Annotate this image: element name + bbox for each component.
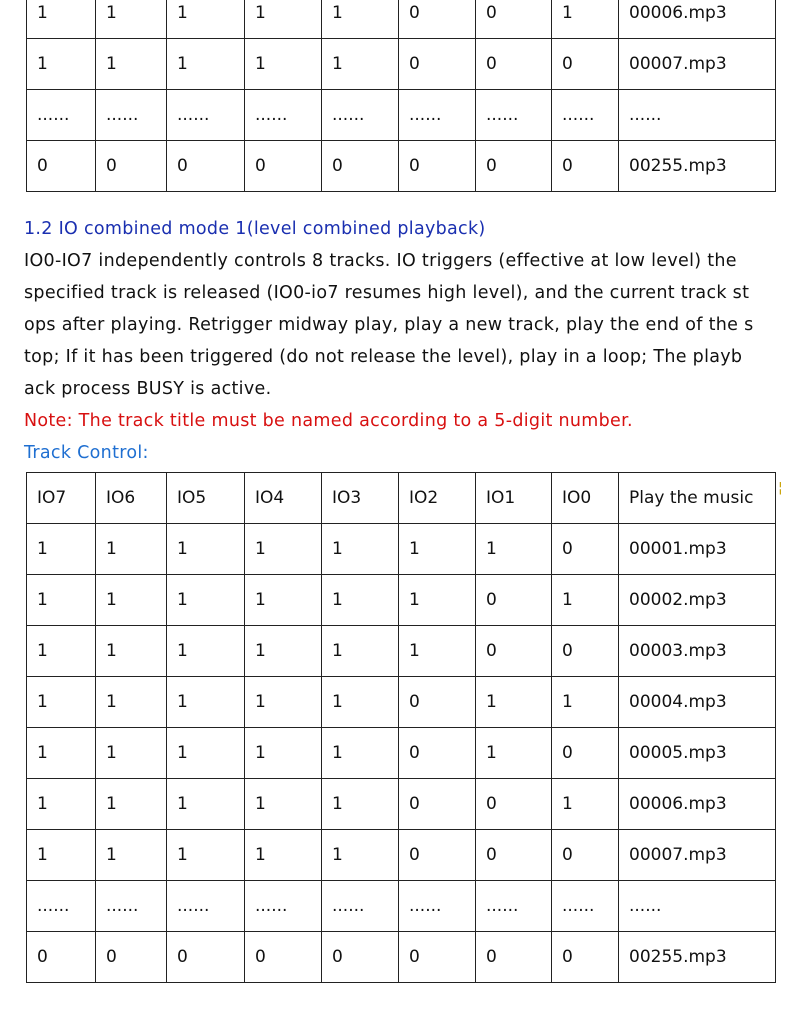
header-row bbox=[27, 473, 776, 524]
io-level-cell: 1 bbox=[552, 677, 619, 728]
section-subtitle: 1.2 IO combined mode 1(level combined playback) bbox=[24, 219, 486, 239]
io-level-cell: 0 bbox=[399, 141, 476, 192]
io-level-cell: ...... bbox=[476, 881, 552, 932]
io-level-cell: 0 bbox=[476, 830, 552, 881]
io-level-cell: ...... bbox=[27, 90, 96, 141]
io-level-cell: 0 bbox=[399, 932, 476, 983]
io-level-cell: ...... bbox=[476, 90, 552, 141]
io-level-cell: 0 bbox=[245, 932, 322, 983]
track-file-cell: ...... bbox=[619, 881, 776, 932]
note-text: Note: The track title must be named according to a 5-digit number. bbox=[24, 411, 633, 431]
io-level-cell: 1 bbox=[322, 524, 399, 575]
io-level-cell: 1 bbox=[552, 575, 619, 626]
io-level-cell: 0 bbox=[476, 626, 552, 677]
track-control-table-body bbox=[27, 524, 776, 983]
io-level-cell: ...... bbox=[399, 881, 476, 932]
table-row bbox=[27, 677, 776, 728]
paragraph-line: IO0-IO7 independently controls 8 tracks. IO triggers (effective at low level) the bbox=[24, 251, 737, 271]
io-level-cell: 0 bbox=[399, 728, 476, 779]
io-level-cell: ...... bbox=[245, 881, 322, 932]
table-row bbox=[27, 39, 776, 90]
io-level-cell: ...... bbox=[245, 90, 322, 141]
io-level-cell: ...... bbox=[167, 881, 245, 932]
io-level-cell: ...... bbox=[322, 881, 399, 932]
io-level-cell: 0 bbox=[552, 39, 619, 90]
io-level-cell: 1 bbox=[27, 524, 96, 575]
io-level-cell: 1 bbox=[27, 39, 96, 90]
io-level-cell: 1 bbox=[245, 39, 322, 90]
io-level-cell: ...... bbox=[399, 90, 476, 141]
io-level-cell: 0 bbox=[399, 0, 476, 39]
io-level-cell: 1 bbox=[96, 0, 167, 39]
io-level-cell: 1 bbox=[96, 779, 167, 830]
io-level-cell: 0 bbox=[399, 779, 476, 830]
io-level-cell: 1 bbox=[476, 728, 552, 779]
header-io-io4: IO4 bbox=[245, 473, 322, 524]
track-file-cell: 00255.mp3 bbox=[619, 932, 776, 983]
io-level-cell: 1 bbox=[322, 728, 399, 779]
track-control-table bbox=[26, 472, 776, 983]
io-level-cell: 1 bbox=[27, 677, 96, 728]
io-level-cell: 1 bbox=[476, 524, 552, 575]
io-level-cell: 1 bbox=[167, 626, 245, 677]
table-row bbox=[27, 90, 776, 141]
io-level-cell: 0 bbox=[552, 932, 619, 983]
paragraph-line: ack process BUSY is active. bbox=[24, 379, 272, 399]
track-file-cell: ...... bbox=[619, 90, 776, 141]
io-level-cell: 1 bbox=[167, 39, 245, 90]
io-level-cell: 1 bbox=[167, 575, 245, 626]
io-level-cell: 1 bbox=[245, 830, 322, 881]
track-control-table-header bbox=[27, 473, 776, 524]
table-row bbox=[27, 141, 776, 192]
io-level-cell: 0 bbox=[552, 728, 619, 779]
io-level-cell: 0 bbox=[399, 830, 476, 881]
table-row bbox=[27, 728, 776, 779]
paragraph-line: top; If it has been triggered (do not release the level), play in a loop; The playb bbox=[24, 347, 743, 367]
io-level-cell: 0 bbox=[322, 141, 399, 192]
io-level-cell: 1 bbox=[552, 779, 619, 830]
io-level-cell: 0 bbox=[96, 932, 167, 983]
track-file-cell: 00001.mp3 bbox=[619, 524, 776, 575]
io-level-cell: 1 bbox=[245, 626, 322, 677]
io-level-cell: 1 bbox=[399, 524, 476, 575]
io-level-cell: 1 bbox=[167, 677, 245, 728]
io-level-cell: 1 bbox=[245, 779, 322, 830]
io-level-cell: 0 bbox=[552, 141, 619, 192]
io-level-cell: 0 bbox=[27, 141, 96, 192]
table-row bbox=[27, 524, 776, 575]
io-level-cell: 1 bbox=[322, 779, 399, 830]
table-row bbox=[27, 830, 776, 881]
io-level-cell: 0 bbox=[476, 575, 552, 626]
table-row bbox=[27, 575, 776, 626]
io-level-cell: 1 bbox=[96, 830, 167, 881]
io-level-cell: 1 bbox=[27, 575, 96, 626]
io-level-cell: 1 bbox=[27, 779, 96, 830]
io-level-cell: 0 bbox=[552, 626, 619, 677]
io-level-cell: 0 bbox=[167, 141, 245, 192]
io-level-cell: 1 bbox=[96, 39, 167, 90]
table-row bbox=[27, 932, 776, 983]
io-level-cell: 1 bbox=[167, 779, 245, 830]
io-level-cell: 1 bbox=[322, 626, 399, 677]
header-io-io2: IO2 bbox=[399, 473, 476, 524]
io-level-cell: 0 bbox=[167, 932, 245, 983]
io-level-cell: ...... bbox=[322, 90, 399, 141]
io-level-cell: 1 bbox=[245, 524, 322, 575]
io-level-cell: 1 bbox=[96, 524, 167, 575]
io-level-cell: ...... bbox=[27, 881, 96, 932]
header-io-io6: IO6 bbox=[96, 473, 167, 524]
header-io-io0: IO0 bbox=[552, 473, 619, 524]
io-level-cell: 1 bbox=[96, 575, 167, 626]
track-control-label: Track Control: bbox=[24, 443, 149, 463]
track-file-cell: 00006.mp3 bbox=[619, 779, 776, 830]
io-level-cell: 1 bbox=[167, 524, 245, 575]
io-level-cell: 1 bbox=[27, 626, 96, 677]
header-io-io5: IO5 bbox=[167, 473, 245, 524]
io-level-cell: 1 bbox=[245, 728, 322, 779]
track-file-cell: 00007.mp3 bbox=[619, 39, 776, 90]
io-level-cell: 1 bbox=[476, 677, 552, 728]
edit-marker-icon: ¦ bbox=[778, 480, 783, 496]
header-io-io3: IO3 bbox=[322, 473, 399, 524]
io-level-cell: 0 bbox=[399, 39, 476, 90]
io-level-cell: 0 bbox=[27, 932, 96, 983]
header-io-io7: IO7 bbox=[27, 473, 96, 524]
io-level-cell: ...... bbox=[167, 90, 245, 141]
io-level-cell: 0 bbox=[476, 39, 552, 90]
io-level-cell: 0 bbox=[476, 932, 552, 983]
table-row bbox=[27, 881, 776, 932]
io-level-cell: ...... bbox=[96, 90, 167, 141]
paragraph-line: specified track is released (IO0-io7 resumes high level), and the current track st bbox=[24, 283, 750, 303]
io-level-cell: 1 bbox=[322, 39, 399, 90]
io-level-cell: ...... bbox=[552, 90, 619, 141]
io-level-cell: 0 bbox=[245, 141, 322, 192]
io-level-cell: 1 bbox=[167, 0, 245, 39]
io-level-cell: 1 bbox=[245, 575, 322, 626]
io-level-cell: 1 bbox=[96, 626, 167, 677]
io-level-cell: ...... bbox=[96, 881, 167, 932]
track-file-cell: 00006.mp3 bbox=[619, 0, 776, 39]
track-file-cell: 00004.mp3 bbox=[619, 677, 776, 728]
table-row bbox=[27, 626, 776, 677]
io-level-cell: 0 bbox=[322, 932, 399, 983]
io-level-cell: 1 bbox=[245, 677, 322, 728]
io-level-cell: 1 bbox=[399, 575, 476, 626]
io-level-cell: 1 bbox=[27, 728, 96, 779]
io-level-cell: 1 bbox=[167, 830, 245, 881]
io-level-cell: 0 bbox=[476, 779, 552, 830]
io-level-cell: 0 bbox=[552, 830, 619, 881]
io-level-cell: ...... bbox=[552, 881, 619, 932]
io-level-cell: 1 bbox=[245, 0, 322, 39]
io-level-cell: 0 bbox=[476, 0, 552, 39]
io-level-cell: 0 bbox=[552, 524, 619, 575]
track-file-cell: 00007.mp3 bbox=[619, 830, 776, 881]
paragraph-line: ops after playing. Retrigger midway play, play a new track, play the end of the s bbox=[24, 315, 754, 335]
io-level-cell: 0 bbox=[96, 141, 167, 192]
track-file-cell: 00005.mp3 bbox=[619, 728, 776, 779]
io-level-cell: 1 bbox=[552, 0, 619, 39]
table-row bbox=[27, 0, 776, 39]
top-io-table-body bbox=[27, 0, 776, 192]
track-file-cell: 00003.mp3 bbox=[619, 626, 776, 677]
track-file-cell: 00002.mp3 bbox=[619, 575, 776, 626]
io-level-cell: 1 bbox=[167, 728, 245, 779]
top-io-table bbox=[26, 0, 776, 192]
io-level-cell: 1 bbox=[27, 830, 96, 881]
header-play-music: Play the music bbox=[619, 473, 776, 524]
io-level-cell: 1 bbox=[322, 575, 399, 626]
io-level-cell: 1 bbox=[322, 677, 399, 728]
io-level-cell: 1 bbox=[322, 0, 399, 39]
table-row bbox=[27, 779, 776, 830]
io-level-cell: 1 bbox=[399, 626, 476, 677]
io-level-cell: 1 bbox=[96, 677, 167, 728]
io-level-cell: 1 bbox=[322, 830, 399, 881]
header-io-io1: IO1 bbox=[476, 473, 552, 524]
io-level-cell: 0 bbox=[399, 677, 476, 728]
io-level-cell: 1 bbox=[96, 728, 167, 779]
io-level-cell: 1 bbox=[27, 0, 96, 39]
io-level-cell: 0 bbox=[476, 141, 552, 192]
track-file-cell: 00255.mp3 bbox=[619, 141, 776, 192]
